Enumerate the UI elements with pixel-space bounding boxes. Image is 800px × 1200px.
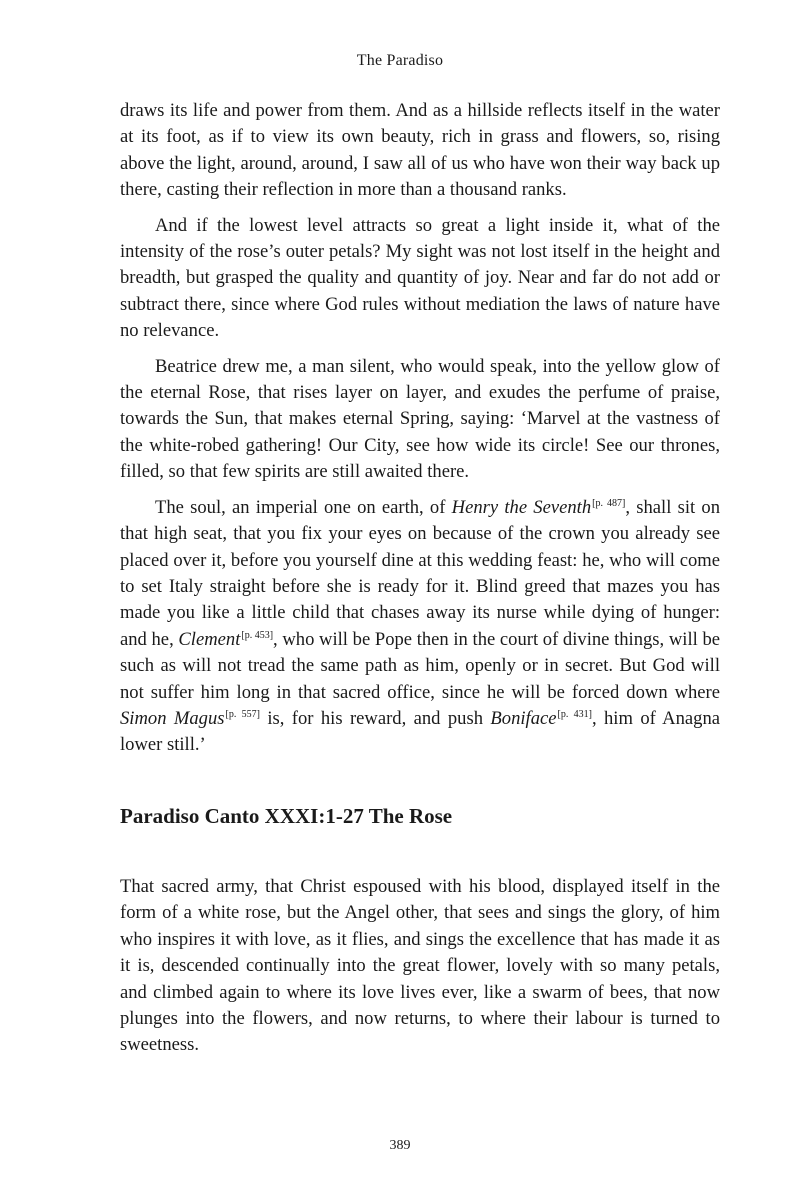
section-paragraph: That sacred army, that Christ espoused with his blood, displayed itself in the form of a white rose, but the Angel other, that sees and sings the glory, of him who inspires it with love, as it flies, and sings the excellence that has made it as it is, descended continually into the great flower, lovely with so many petals, and climbed again to where its love lives ever, like a swarm of bees, that now plunges into the flowers, and now returns, to where their labour is turned to sweetness. bbox=[120, 876, 720, 1056]
page-number: 389 bbox=[389, 1138, 411, 1153]
running-head: The Paradiso bbox=[356, 52, 444, 69]
text-run: , who will be Pope then in the court of divine things, will be such as will not tread the same path as him, openly or in secret. But God will not suffer him long in that sacred office, since he will be forced down where bbox=[120, 628, 720, 703]
main-text bbox=[120, 98, 720, 768]
text-run: is, for his reward, and push bbox=[259, 707, 491, 729]
page-reference: [p. 487] bbox=[592, 497, 626, 509]
name-henry-the-seventh: Henry the Seventh bbox=[451, 496, 592, 518]
name-clement: Clement bbox=[178, 628, 241, 650]
text-run: The soul, an imperial one on earth, of bbox=[155, 496, 452, 518]
paragraph: Beatrice drew me, a man silent, who would speak, into the yellow glow of the eternal Rose, that rises layer on layer, and exudes the perfume of praise, towards the Sun, that makes eternal Spring, saying: ‘Marvel at the vastness of the white-robed gathering! Our City, see how wide its circle! See our thrones, filled, so that few spirits are still awaited there. bbox=[120, 355, 720, 483]
page-reference: [p. 557] bbox=[225, 708, 260, 720]
section-heading: Paradiso Canto XXXI:1-27 The Rose bbox=[120, 804, 453, 828]
name-simon-magus: Simon Magus bbox=[120, 707, 225, 729]
paragraph: draws its life and power from them. And as a hillside reflects itself in the water at its foot, as if to view its own beauty, rich in grass and flowers, so, rising above the light, around, around, I saw all of us who have won their way back up there, casting their reflection in more than a thousand ranks. bbox=[120, 100, 720, 201]
text-run: , him of Anagna lower still.’ bbox=[120, 707, 721, 756]
name-boniface: Boniface bbox=[490, 707, 557, 729]
text-run: , shall sit on that high seat, that you fix your eyes on because of the crown you already see placed over it, before you yourself dine at this wedding feast: he, who will come to set Italy straight before she is ready for it. Blind greed that mazes you has made you like a little child that chases away its nurse while dying of hunger: and he, bbox=[120, 496, 720, 650]
paragraph: And if the lowest level attracts so great a light inside it, what of the intensity of the rose’s outer petals? My sight was not lost itself in the height and breadth, but grasped the quality and quantity of joy. Near and far do not add or subtract there, since where God rules without mediation the laws of nature have no relevance. bbox=[120, 214, 720, 342]
page-reference: [p. 431] bbox=[557, 708, 592, 720]
paragraph bbox=[120, 495, 720, 759]
page-reference: [p. 453] bbox=[241, 629, 274, 641]
